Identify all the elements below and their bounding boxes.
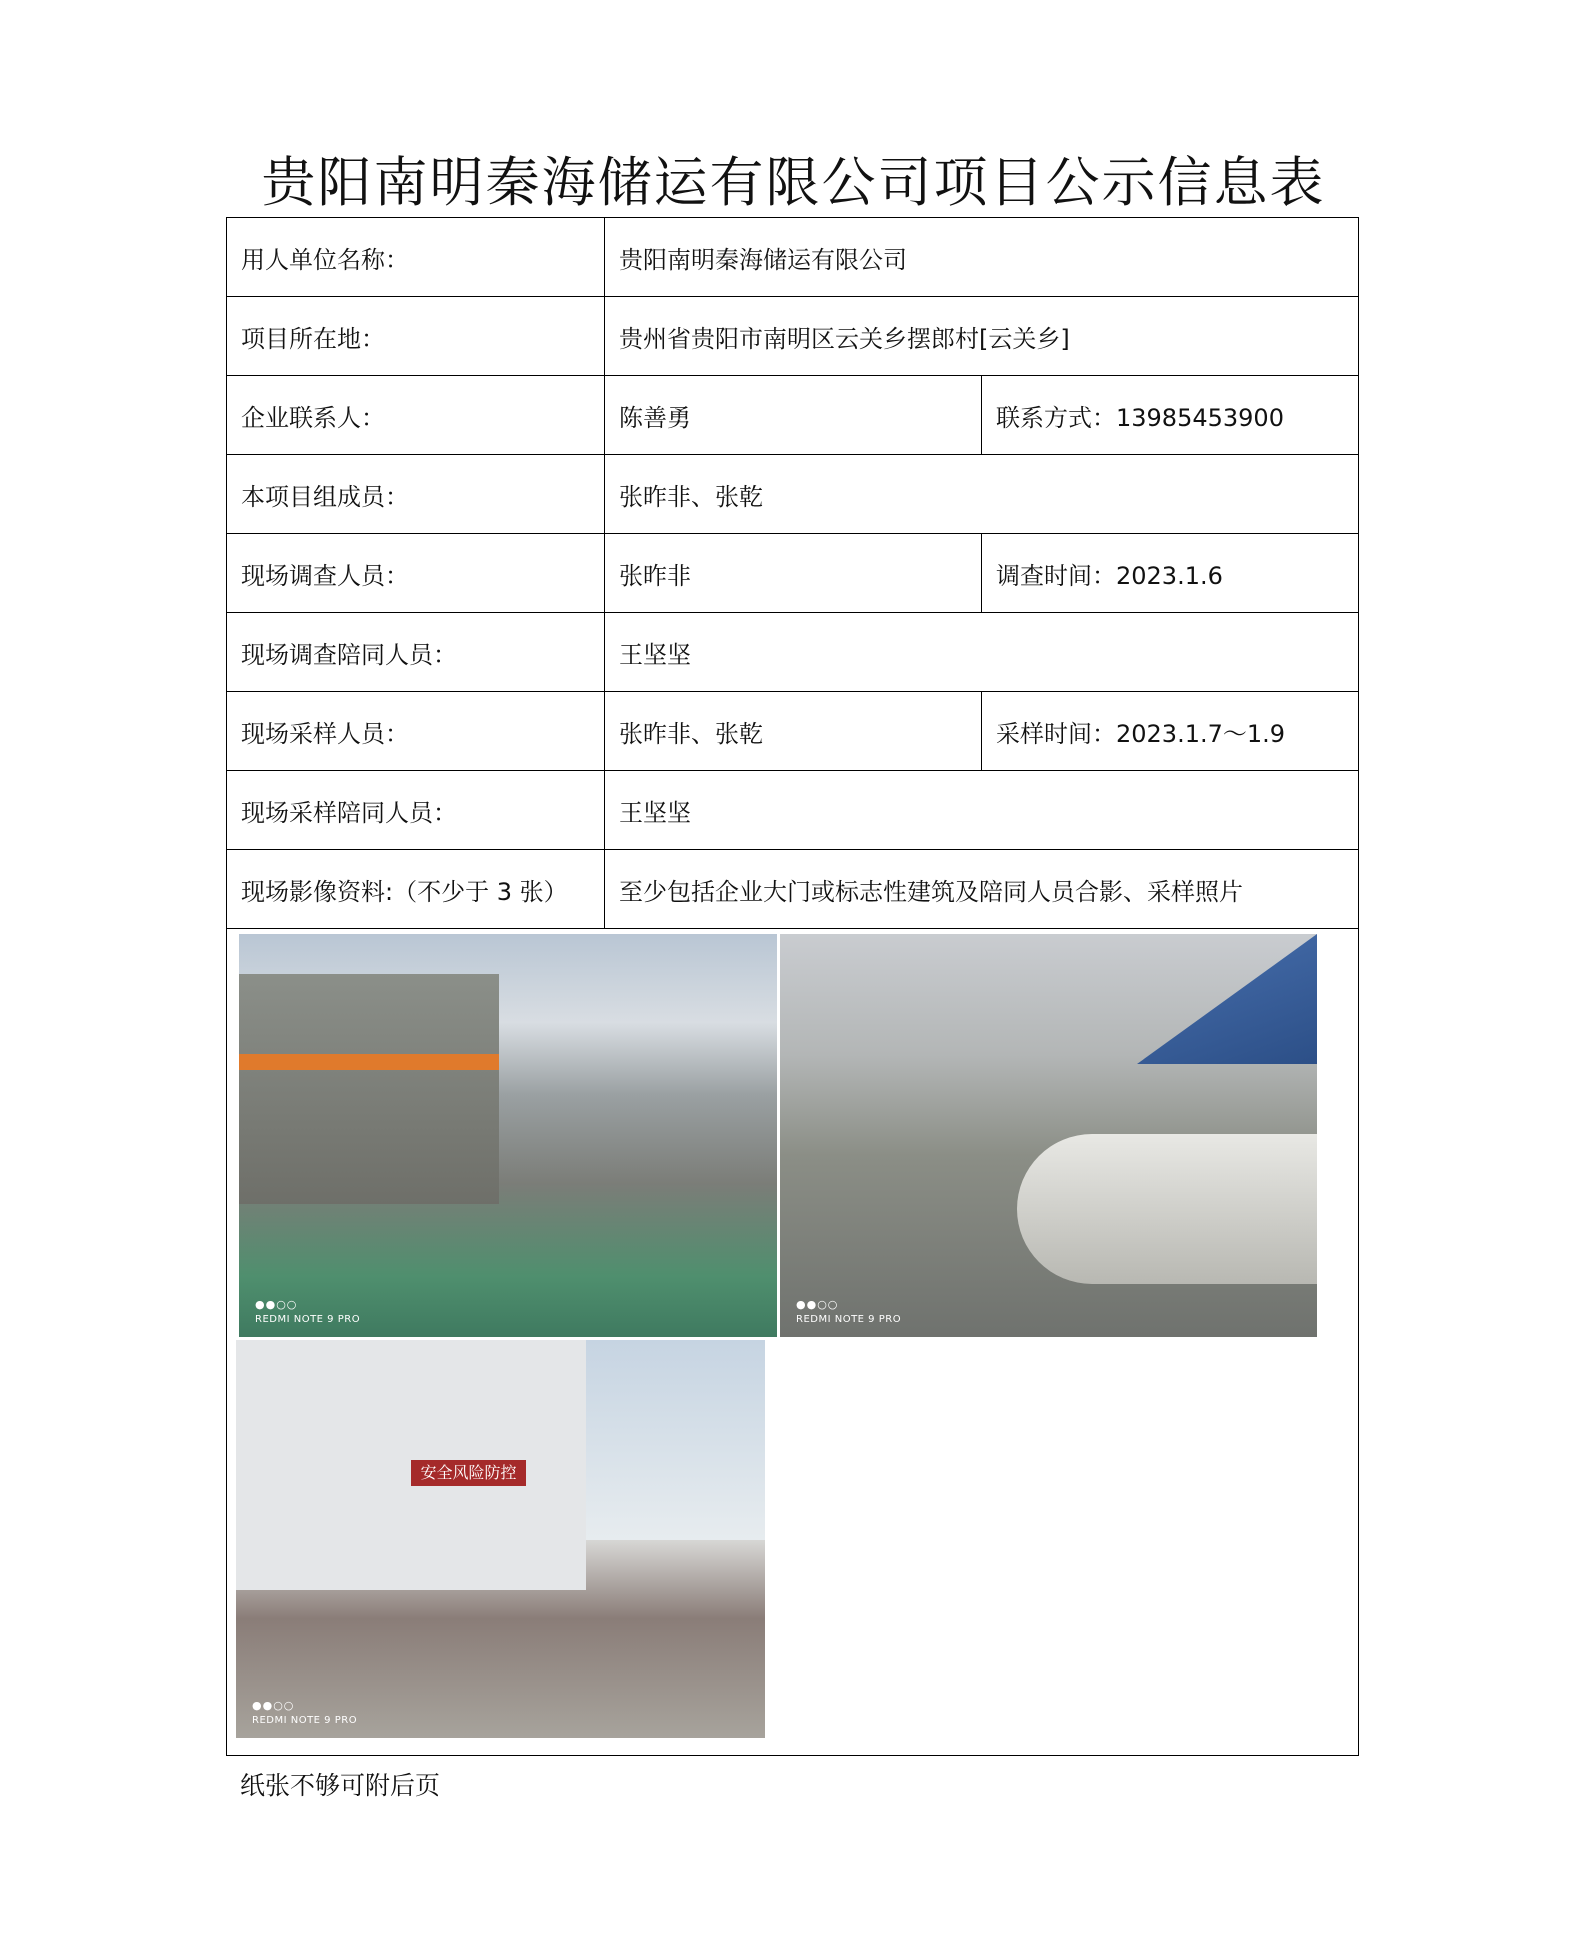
- value-cell: 贵阳南明秦海储运有限公司: [605, 218, 1359, 297]
- photo-watermark: REDMI NOTE 9 PRO: [796, 1314, 902, 1325]
- table-row: [227, 534, 1359, 613]
- roof-shape: [1017, 934, 1317, 1064]
- label-cell: 现场影像资料:（不少于 3 张）: [227, 850, 605, 929]
- label-cell: 现场调查陪同人员：: [227, 613, 605, 692]
- photo-dots: ●●○○: [796, 1298, 839, 1311]
- label-cell: 项目所在地：: [227, 297, 605, 376]
- table-row: [227, 297, 1359, 376]
- photo-watermark: REDMI NOTE 9 PRO: [252, 1715, 358, 1726]
- value-cell: 王坚坚: [605, 613, 1359, 692]
- building-sign: 安全风险防控: [411, 1460, 526, 1486]
- tank-shape: [1017, 1134, 1317, 1284]
- label-cell: 现场采样人员：: [227, 692, 605, 771]
- table-row: [227, 850, 1359, 929]
- value-cell: 张昨非: [605, 534, 982, 613]
- table-row: [227, 376, 1359, 455]
- label-cell: 用人单位名称：: [227, 218, 605, 297]
- label-cell: 现场采样陪同人员：: [227, 771, 605, 850]
- table-row: [227, 771, 1359, 850]
- label-cell: 企业联系人：: [227, 376, 605, 455]
- label-cell: 现场调查人员：: [227, 534, 605, 613]
- value-cell: 至少包括企业大门或标志性建筑及陪同人员合影、采样照片: [605, 850, 1359, 929]
- photo-watermark: REDMI NOTE 9 PRO: [255, 1314, 361, 1325]
- table-row: [227, 218, 1359, 297]
- photo-building-group: [236, 1340, 765, 1738]
- value-cell: 贵州省贵阳市南明区云关乡摆郎村[云关乡]: [605, 297, 1359, 376]
- footnote: 纸张不够可附后页: [240, 1771, 441, 1800]
- extra-cell: 调查时间：2023.1.6: [982, 534, 1359, 613]
- table-row: [227, 692, 1359, 771]
- value-cell: 张昨非、张乾: [605, 455, 1359, 534]
- photo-dots: ●●○○: [252, 1699, 295, 1712]
- value-cell: 王坚坚: [605, 771, 1359, 850]
- info-table: [226, 217, 1359, 1756]
- photo-row: [227, 929, 1359, 1756]
- page-title: 贵阳南明秦海储运有限公司项目公示信息表: [261, 151, 1326, 214]
- extra-cell: 联系方式：13985453900: [982, 376, 1359, 455]
- photo-dots: ●●○○: [255, 1298, 298, 1311]
- photo-tanker-sampling: [239, 934, 777, 1337]
- table-row: [227, 455, 1359, 534]
- tanker-stripe: [239, 1054, 499, 1070]
- photo-cell: [227, 929, 1359, 1756]
- value-cell: 陈善勇: [605, 376, 982, 455]
- value-cell: 张昨非、张乾: [605, 692, 982, 771]
- table-row: [227, 613, 1359, 692]
- extra-cell: 采样时间：2023.1.7～1.9: [982, 692, 1359, 771]
- tanker-shape: [239, 974, 499, 1204]
- label-cell: 本项目组成员：: [227, 455, 605, 534]
- photo-tank-sampling: [780, 934, 1317, 1337]
- sky-shape: [586, 1340, 765, 1540]
